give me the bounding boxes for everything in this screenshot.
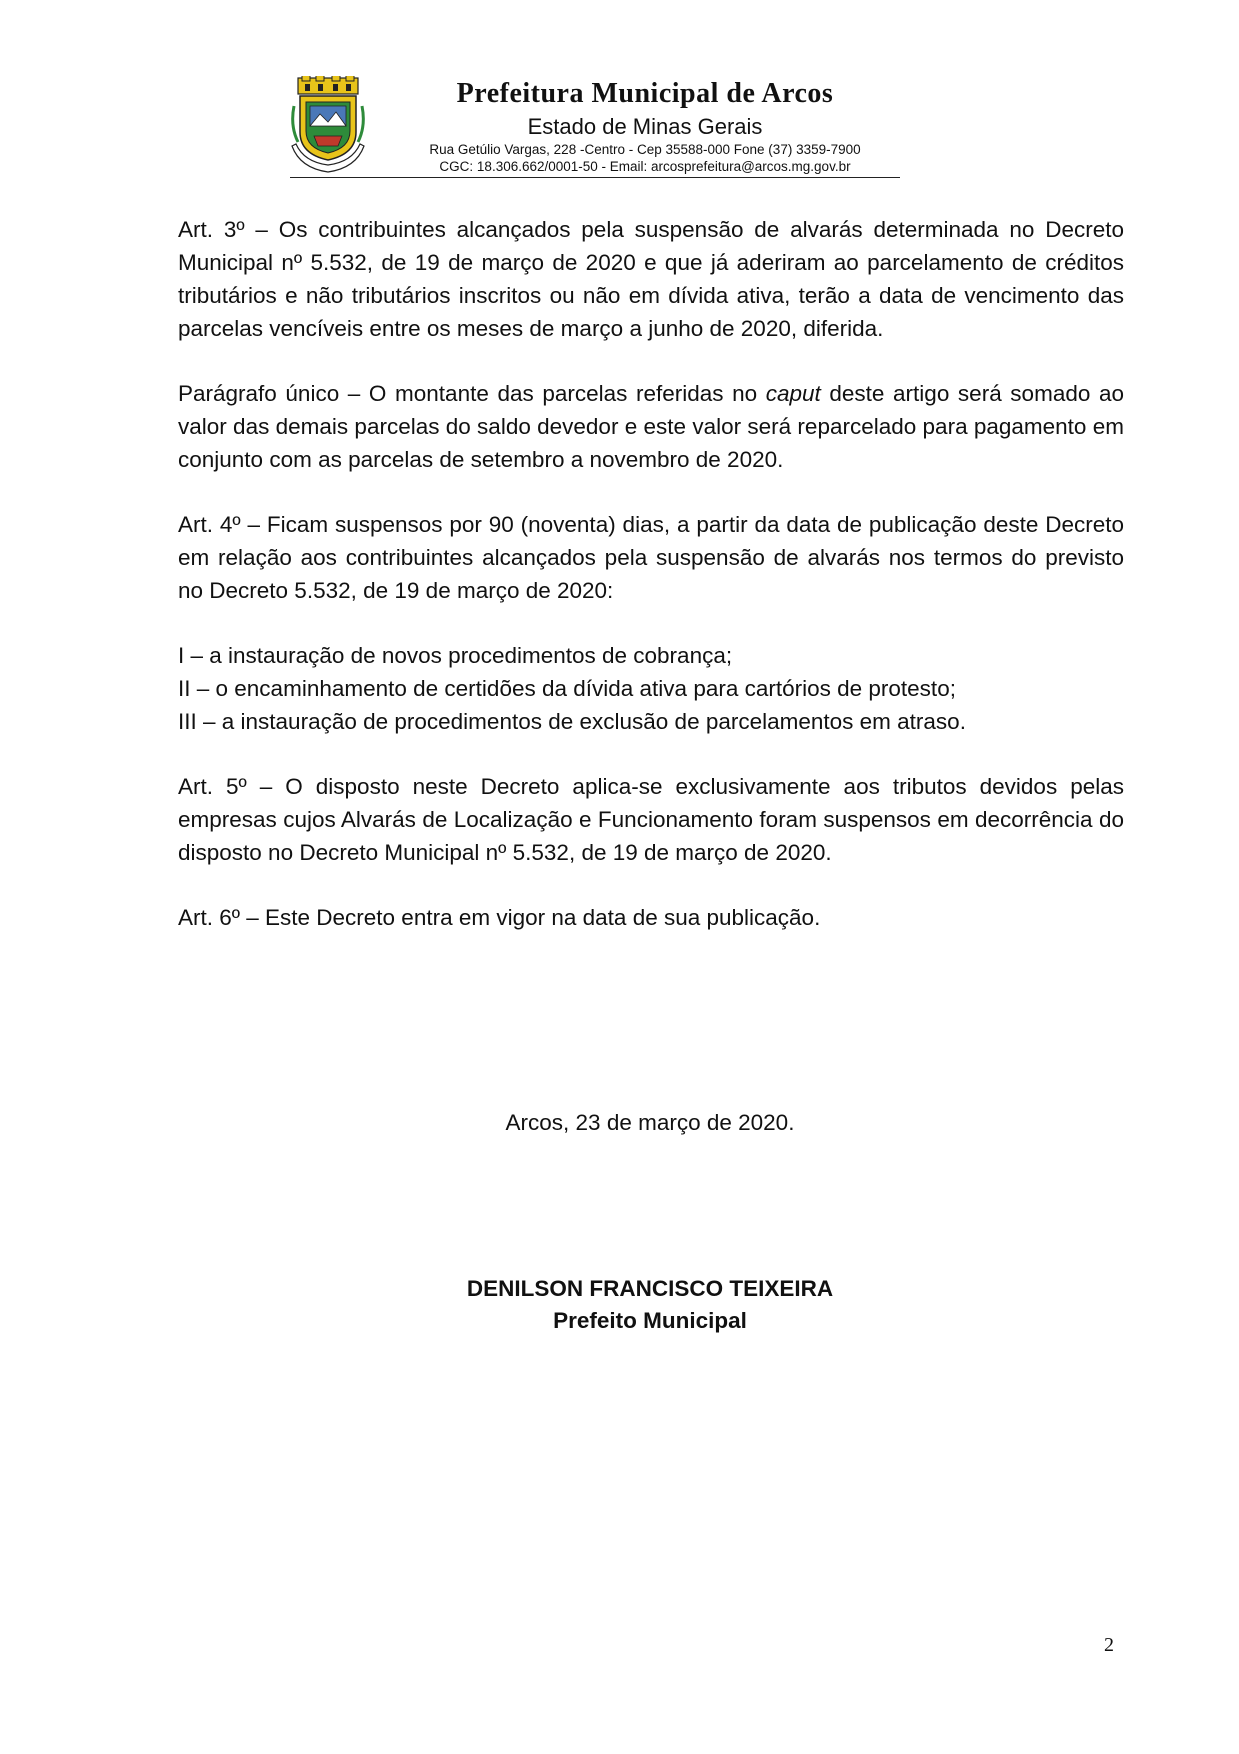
- article-5: Art. 5º – O disposto neste Decreto aplica-se exclusivamente aos tributos devidos pelas empresas cujos Alvarás de Localização e Funcionamento foram suspensos em decorrência do disposto no Decreto Municipal nº 5.532, de 19 de março de 2020.: [178, 774, 1124, 865]
- article-4-items: [178, 639, 1124, 738]
- paragrafo-text-end: deste artigo será somado ao valor das demais parcelas do saldo devedor e este valor será reparcelado para pagamento em conjunto com as parcelas de setembro a novembro de 2020.: [178, 381, 1124, 472]
- decree-body: [178, 213, 1124, 966]
- paragrafo-text-start: Parágrafo único – O montante das parcelas referidas no: [178, 381, 766, 406]
- date-line: Arcos, 23 de março de 2020.: [505, 1110, 795, 1135]
- letterhead: [290, 72, 900, 180]
- signatory-name: DENILSON FRANCISCO TEIXEIRA: [466, 1276, 834, 1301]
- article-6: Art. 6º – Este Decreto entra em vigor na data de sua publicação.: [178, 905, 821, 930]
- list-item: I – a instauração de novos procedimentos de cobrança;: [178, 643, 733, 668]
- municipal-crest-icon: [290, 76, 366, 176]
- paragrafo-italic-term: caput: [765, 381, 821, 406]
- letterhead-cgc-email: CGC: 18.306.662/0001-50 - Email: arcosprefeitura@arcos.mg.gov.br: [439, 159, 851, 174]
- letterhead-state: Estado de Minas Gerais: [527, 114, 763, 139]
- article-3: Art. 3º – Os contribuintes alcançados pela suspensão de alvarás determinada no Decreto Municipal nº 5.532, de 19 de março de 2020 e que já aderiram ao parcelamento de créditos tributários e não tributários inscritos ou não em dívida ativa, terão a data de vencimento das parcelas vencíveis entre os meses de março a junho de 2020, diferida.: [178, 217, 1124, 341]
- signatory-title: Prefeito Municipal: [553, 1308, 747, 1333]
- page-number: 2: [1104, 1634, 1114, 1656]
- letterhead-divider: [290, 177, 900, 178]
- list-item: II – o encaminhamento de certidões da dívida ativa para cartórios de protesto;: [178, 676, 956, 701]
- letterhead-title: Prefeitura Municipal de Arcos: [456, 78, 834, 109]
- article-4: Art. 4º – Ficam suspensos por 90 (noventa) dias, a partir da data de publicação deste Decreto em relação aos contribuintes alcançados pela suspensão de alvarás nos termos do previsto no Decreto 5.532, de 19 de março de 2020:: [178, 512, 1124, 603]
- list-item: III – a instauração de procedimentos de exclusão de parcelamentos em atraso.: [178, 709, 966, 734]
- letterhead-address: Rua Getúlio Vargas, 228 -Centro - Cep 35588-000 Fone (37) 3359-7900: [429, 142, 861, 157]
- paragrafo-unico: [178, 377, 1124, 476]
